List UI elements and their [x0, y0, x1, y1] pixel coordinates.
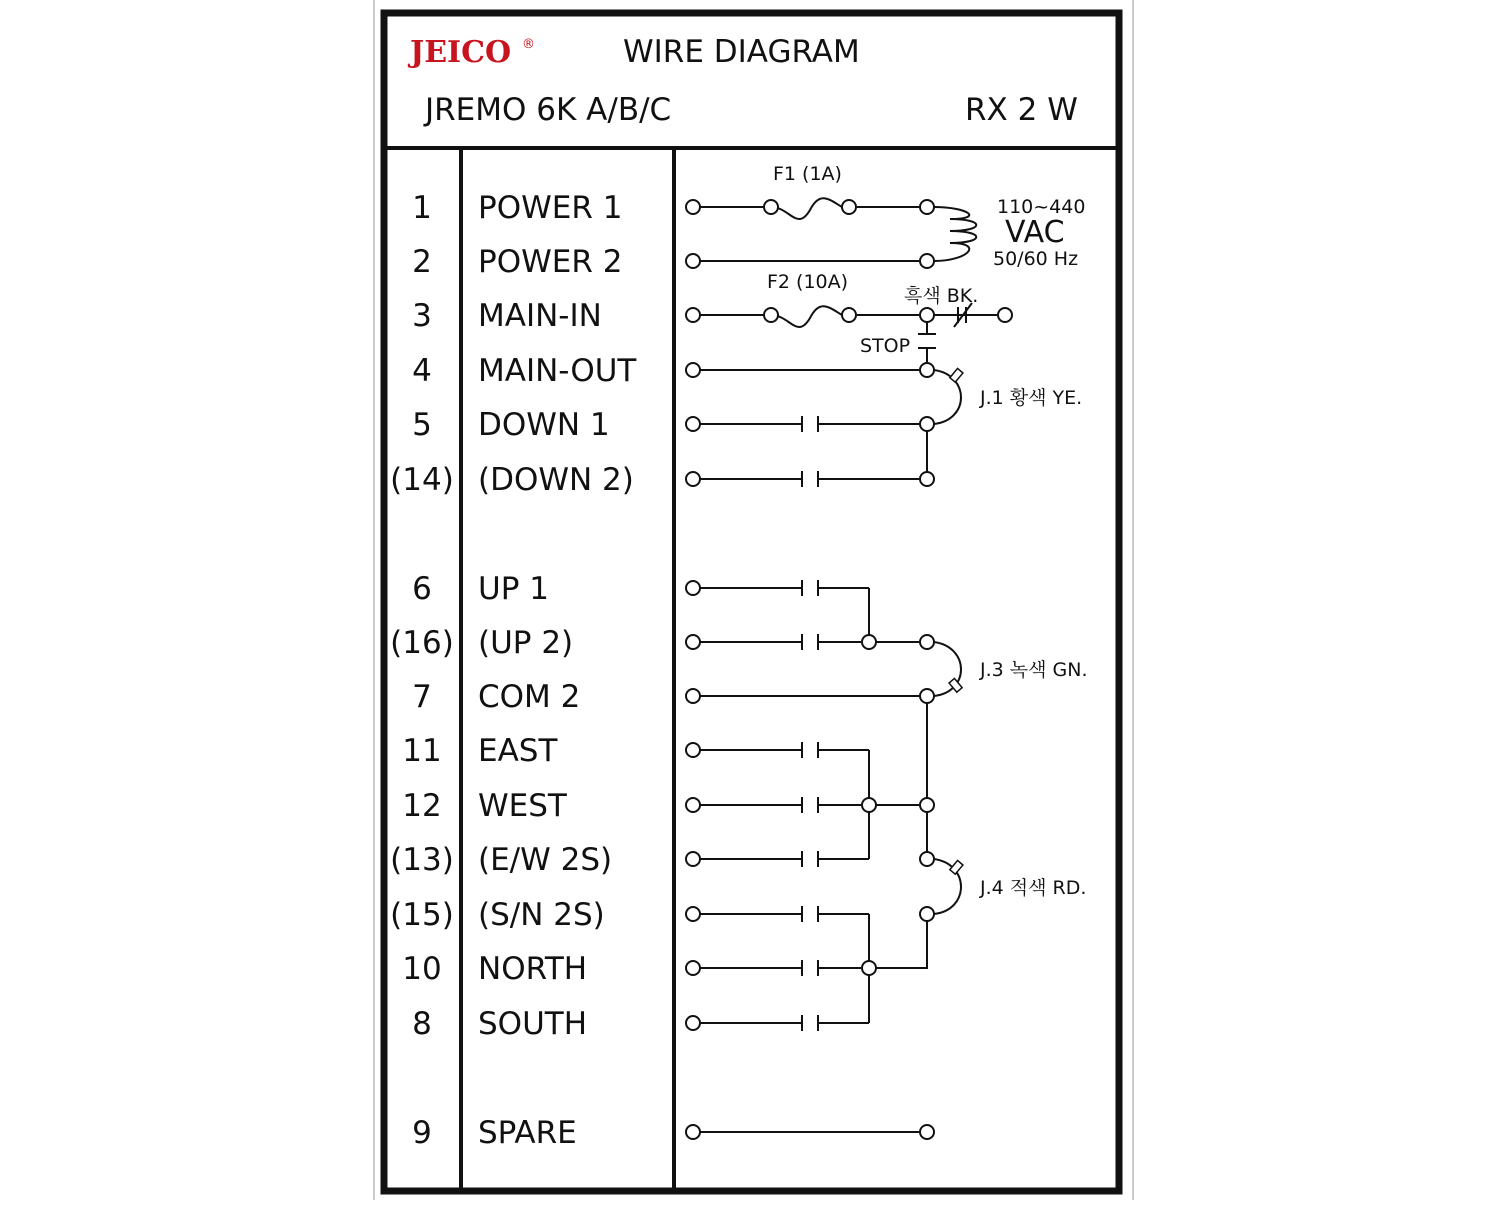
terminal-name: EAST [478, 733, 558, 769]
fuse-f2-label: F2 (10A) [767, 271, 849, 293]
terminal-dot [686, 1016, 700, 1030]
terminal-dot [686, 417, 700, 431]
terminal-name: NORTH [478, 951, 588, 987]
terminal-number: (14) [390, 462, 454, 498]
terminal-dot [686, 308, 700, 322]
terminal-name: DOWN 1 [478, 407, 610, 443]
terminal-name: (DOWN 2) [478, 462, 634, 498]
terminal-dot [686, 689, 700, 703]
terminal-number: 9 [412, 1115, 432, 1151]
terminal-number: 8 [412, 1006, 432, 1042]
terminal-name: SPARE [478, 1115, 577, 1151]
registered-mark: ® [522, 37, 535, 52]
terminal-name: UP 1 [478, 571, 549, 607]
terminal-dot [764, 200, 778, 214]
terminal-dot [920, 363, 934, 377]
terminal-number: (13) [390, 842, 454, 878]
fuse-f1-label: F1 (1A) [773, 163, 842, 185]
terminal-dot [842, 308, 856, 322]
terminal-dot [686, 798, 700, 812]
jumper-j3-label: J.3 녹색 GN. [980, 659, 1088, 681]
terminal-number: 7 [412, 679, 432, 715]
terminal-number: 6 [412, 571, 432, 607]
terminal-dot [920, 472, 934, 486]
terminal-dot [686, 1125, 700, 1139]
terminal-dot [842, 200, 856, 214]
jumper-j1-label: J.1 황색 YE. [980, 387, 1083, 409]
model-name: JREMO 6K A/B/C [425, 92, 672, 128]
terminal-number: 5 [412, 407, 432, 443]
unit-name: RX 2 W [965, 92, 1078, 128]
voltage-range-label: 110~440 [997, 196, 1086, 218]
terminal-dot [920, 798, 934, 812]
terminal-number: (15) [390, 897, 454, 933]
terminal-dot [686, 907, 700, 921]
terminal-name: (E/W 2S) [478, 842, 613, 878]
terminal-dot [686, 743, 700, 757]
terminal-dot [686, 363, 700, 377]
terminal-dot [862, 635, 876, 649]
terminal-number: 10 [402, 951, 442, 987]
terminal-dot [920, 635, 934, 649]
terminal-number: 3 [412, 298, 432, 334]
terminal-dot [686, 961, 700, 975]
terminal-dot [686, 852, 700, 866]
terminal-name: (S/N 2S) [478, 897, 605, 933]
terminal-dot [686, 581, 700, 595]
terminal-number: (16) [390, 625, 454, 661]
terminal-name: POWER 1 [478, 190, 623, 226]
terminal-number: 4 [412, 353, 432, 389]
terminal-dot [862, 798, 876, 812]
terminal-dot [686, 635, 700, 649]
terminal-dot [764, 308, 778, 322]
terminal-dot [920, 308, 934, 322]
terminal-dot [920, 1125, 934, 1139]
terminal-number: 1 [412, 190, 432, 226]
terminal-number: 12 [402, 788, 442, 824]
terminal-dot [920, 200, 934, 214]
bk-label: 흑색 BK. [904, 285, 979, 307]
terminal-number: 2 [412, 244, 432, 280]
logo-text: JEICO [410, 35, 512, 70]
jumper-j4-label: J.4 적색 RD. [980, 877, 1087, 899]
voltage-type-label: VAC [1005, 215, 1065, 250]
terminal-dot [686, 200, 700, 214]
terminal-name: WEST [478, 788, 567, 824]
terminal-name: SOUTH [478, 1006, 588, 1042]
terminal-dot [686, 472, 700, 486]
terminal-dot [862, 961, 876, 975]
terminal-name: MAIN-IN [478, 298, 602, 334]
terminal-dot [920, 689, 934, 703]
terminal-dot [920, 254, 934, 268]
terminal-dot [998, 308, 1012, 322]
terminal-name: MAIN-OUT [478, 353, 637, 389]
terminal-dot [920, 852, 934, 866]
frequency-label: 50/60 Hz [993, 248, 1079, 270]
terminal-name: COM 2 [478, 679, 581, 715]
terminal-name: POWER 2 [478, 244, 623, 280]
stop-label: STOP [860, 335, 911, 357]
terminal-dot [920, 907, 934, 921]
terminal-dot [686, 254, 700, 268]
terminal-number: 11 [402, 733, 442, 769]
terminal-dot [920, 417, 934, 431]
page-title: WIRE DIAGRAM [623, 34, 860, 70]
terminal-name: (UP 2) [478, 625, 574, 661]
